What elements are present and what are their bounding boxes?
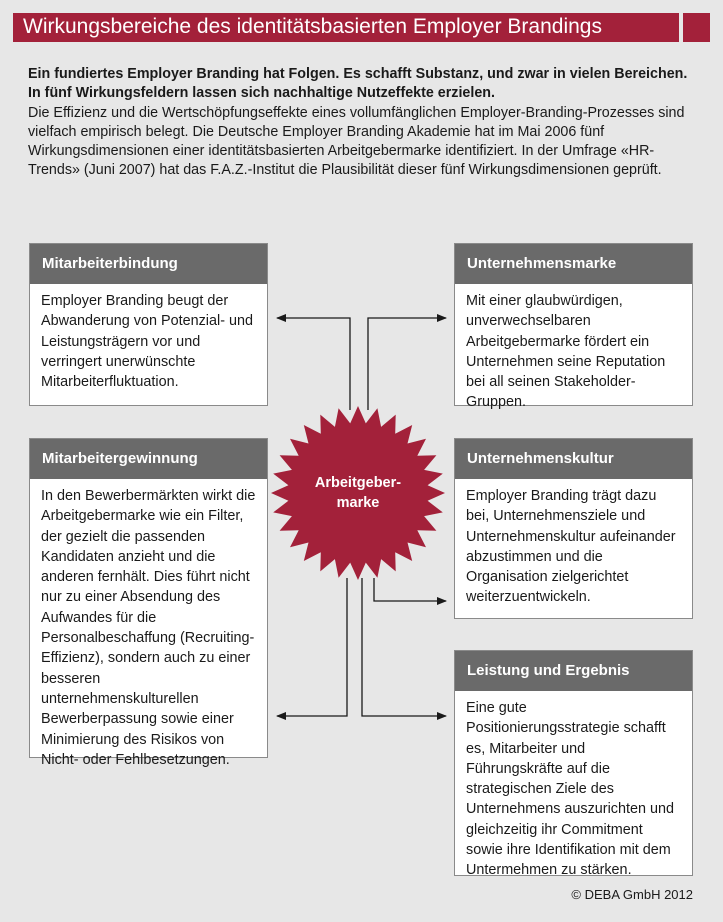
box-text-mitarbeiterbindung: Employer Branding beugt der Abwanderung von Potenzial- und Leistungsträgern vor und verringert unerwünschte Mitarbeiterfluktuation. [41, 293, 254, 391]
box-title-mitarbeiterbindung: Mitarbeiterbindung [30, 244, 267, 284]
box-text-unternehmenskultur: Employer Branding trägt dazu bei, Unternehmensziele und Unternehmenskultur aufeinander abzustimmen und die Organisation zielgerichtet weiterzuentwickeln. [466, 488, 676, 606]
box-mitarbeitergewinnung [29, 438, 268, 768]
starburst-badge [271, 406, 445, 580]
connector-mitarbeitergewinnung [277, 578, 347, 716]
intro-lead: Ein fundiertes Employer Branding hat Folgen. Es schafft Substanz, und zwar in vielen Bereichen. In fünf Wirkungsfeldern lassen sich nachhaltige Nutzeffekte erzielen. [28, 66, 688, 102]
box-text-mitarbeitergewinnung: In den Bewerbermärkten wirkt die Arbeitgebermarke wie ein Filter, der gezielt die passenden Kandidaten anzieht und die anderen fernhält. Dies führt nicht nur zu einer Absendung des Aufwandes für die Personalbeschaffung (Recruiting-Effizienz), sondern auch zu einer besseren unternehmenskulturellen Bewerberpassung sowie einer Minimierung des Risikos von Nicht- oder Fehlbesetzungen. [41, 488, 256, 768]
box-unternehmenskultur [454, 438, 693, 619]
box-text-unternehmensmarke: Mit einer glaubwürdigen, unverwechselbaren Arbeitgebermarke fördert ein Unternehmen seine Reputation bei all seinen Stakeholder-Gruppen. [466, 293, 666, 411]
copyright-note: © DEBA GmbH 2012 [571, 887, 693, 902]
box-unternehmensmarke [454, 243, 693, 411]
box-title-unternehmensmarke: Unternehmensmarke [455, 244, 692, 284]
intro-text: Die Effizienz und die Wertschöpfungseffekte eines vollumfänglichen Employer-Branding-Prozesses sind vielfach empirisch belegt. Die Deutsche Employer Branding Akademie hat im Mai 2006 fünf Wirkungsdimensionen einer identitätsbasierten Arbeitgebermarke identifiziert. In der Umfrage «HR-Trends» (Juni 2007) hat das F.A.Z.-Institut die Plausibilität dieser fünf Wirkungsdimensionen geprüft. [28, 104, 685, 179]
center-label-line1: Arbeitgeber- [314, 475, 402, 491]
connector-mitarbeiterbindung [277, 318, 350, 410]
box-title-leistung: Leistung und Ergebnis [455, 651, 692, 691]
box-mitarbeiterbindung [29, 243, 268, 406]
connector-unternehmenskultur [374, 578, 446, 601]
connector-unternehmensmarke [368, 318, 446, 410]
box-title-mitarbeitergewinnung: Mitarbeitergewinnung [30, 439, 267, 479]
box-leistung-und-ergebnis [454, 650, 693, 879]
box-title-unternehmenskultur: Unternehmenskultur [455, 439, 692, 479]
page-title: Wirkungsbereiche des identitätsbasierten Employer Brandings [23, 15, 602, 38]
box-text-leistung: Eine gute Positionierungsstrategie schafft es, Mitarbeiter und Führungskräfte auf die strategischen Ziele des Unternehmens auszurichten und gleichzeitig ihr Commitment sowie ihre Identifikation mit dem Untermehmen zu stärken. [466, 700, 674, 879]
center-label-line2: marke [336, 495, 380, 511]
